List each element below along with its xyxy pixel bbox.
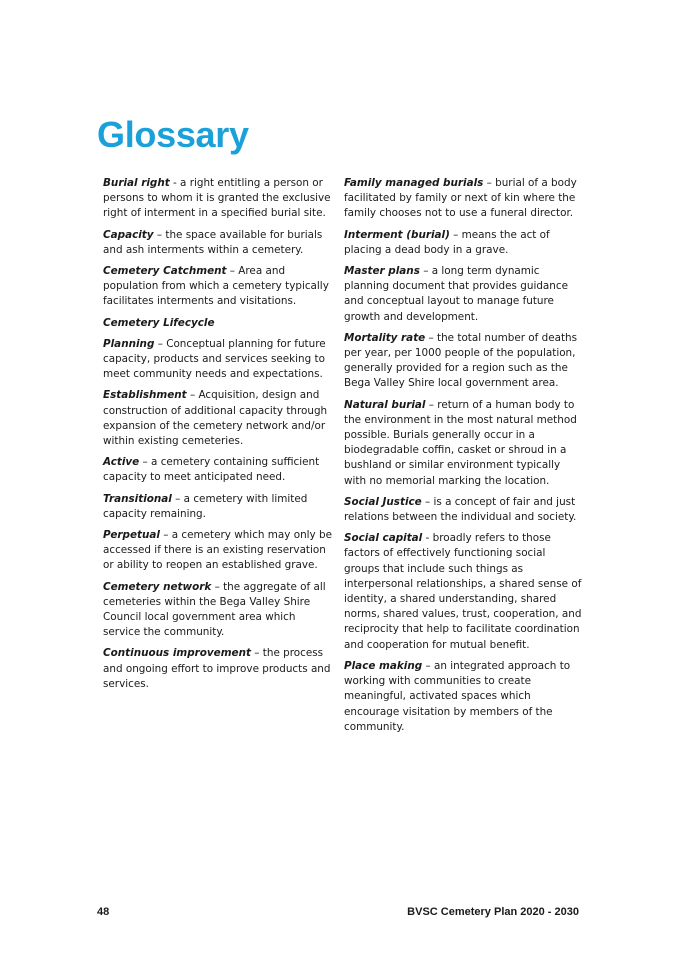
page-number: 48 [97, 906, 110, 918]
glossary-term: Place making [344, 659, 423, 672]
glossary-entry [103, 455, 335, 485]
glossary-term: Cemetery Lifecycle [103, 316, 215, 329]
glossary-term: Social capital [344, 532, 423, 545]
glossary-entry [344, 228, 582, 258]
glossary-term: Active [103, 456, 140, 469]
glossary-definition: - broadly refers to those factors of effectively functioning social groups that include such things as interpersonal relationships, a shared sense of identity, a shared understanding, shared norms, shared values, trust, cooperation, and reciprocity that help to facilitate coordination and cooperation for mutual benefit. [344, 532, 582, 651]
glossary-term: Perpetual [103, 529, 160, 542]
glossary-term: Transitional [103, 492, 172, 505]
glossary-definition: – Conceptual planning for future capacity, products and services seeking to meet community needs and expectations. [103, 337, 326, 381]
glossary-definition: – a cemetery with limited capacity remaining. [103, 492, 308, 520]
glossary-definition: – an integrated approach to working with communities to create meaningful, activated spaces which encourage visitation by members of the community. [344, 659, 571, 733]
glossary-term: Family managed burials [344, 177, 484, 189]
glossary-term: Establishment [103, 389, 187, 402]
glossary-entry [103, 646, 335, 692]
glossary-entry [344, 264, 582, 325]
glossary-definition: – Area and population from which a cemetery typically facilitates interments and visitations. [103, 265, 329, 308]
glossary-term: Burial right [103, 177, 170, 189]
glossary-entry [103, 228, 335, 258]
glossary-definition: – the aggregate of all cemeteries within the Bega Valley Shire Council local government area which service the community. [103, 580, 326, 639]
glossary-term: Capacity [103, 228, 154, 241]
page-title: Glossary [97, 114, 249, 155]
glossary-entry [103, 337, 335, 383]
glossary-entry [103, 176, 335, 222]
glossary-term: Planning [103, 337, 155, 350]
glossary-entry [103, 528, 335, 574]
glossary-definition: – a long term dynamic planning document that provides guidance and conceptual layout to manage future growth and development. [344, 265, 568, 323]
glossary-term: Continuous improvement [103, 647, 251, 660]
document-title: BVSC Cemetery Plan 2020 - 2030 [407, 906, 579, 918]
glossary-entry [344, 495, 582, 525]
glossary-term: Mortality rate [344, 331, 426, 344]
glossary-entry [103, 388, 335, 449]
glossary-definition: – the process and ongoing effort to improve products and services. [103, 647, 331, 690]
glossary-definition: – the total number of deaths per year, per 1000 people of the population, generally provided for a region such as the Bega Valley Shire local government area. [344, 331, 578, 390]
glossary-entry [344, 659, 582, 735]
glossary-term: Interment (burial) [344, 228, 450, 241]
glossary-term: Social Justice [344, 495, 422, 508]
glossary-entry [344, 331, 582, 392]
glossary-column-left [103, 176, 335, 698]
glossary-term: Cemetery Catchment [103, 265, 227, 278]
glossary-definition: – is a concept of fair and just relations between the individual and society. [344, 495, 577, 524]
glossary-definition: – means the act of placing a dead body in a grave. [344, 228, 550, 256]
glossary-definition: – the space available for burials and ash interments within a cemetery. [103, 228, 323, 256]
glossary-term: Natural burial [344, 398, 426, 411]
glossary-term: Cemetery network [103, 580, 212, 593]
glossary-subheading [103, 316, 335, 331]
glossary-entry [344, 398, 582, 489]
glossary-definition: – burial of a body facilitated by family or next of kin where the family chooses not to use a funeral director. [344, 177, 577, 220]
glossary-column-right [344, 176, 582, 741]
glossary-definition: – Acquisition, design and construction of additional capacity through expansion of the cemetery network and/or within existing cemeteries. [103, 389, 328, 448]
glossary-entry [103, 580, 335, 641]
glossary-entry [344, 531, 582, 653]
glossary-definition: – a cemetery containing sufficient capacity to meet anticipated need. [103, 456, 320, 484]
glossary-term: Master plans [344, 265, 420, 278]
glossary-definition: - a right entitling a person or persons to whom it is granted the exclusive right of interment in a specified burial site. [103, 177, 331, 220]
glossary-entry [344, 176, 582, 222]
glossary-entry [103, 264, 335, 310]
glossary-definition: – return of a human body to the environment in the most natural method possible. Burials generally occur in a biodegradable coffin, casket or shroud in a bushland or similar environment typically with no memorial marking the location. [344, 398, 577, 487]
glossary-entry [103, 492, 335, 522]
glossary-definition: – a cemetery which may only be accessed if there is an existing reservation or ability to reopen an established grave. [103, 529, 333, 572]
